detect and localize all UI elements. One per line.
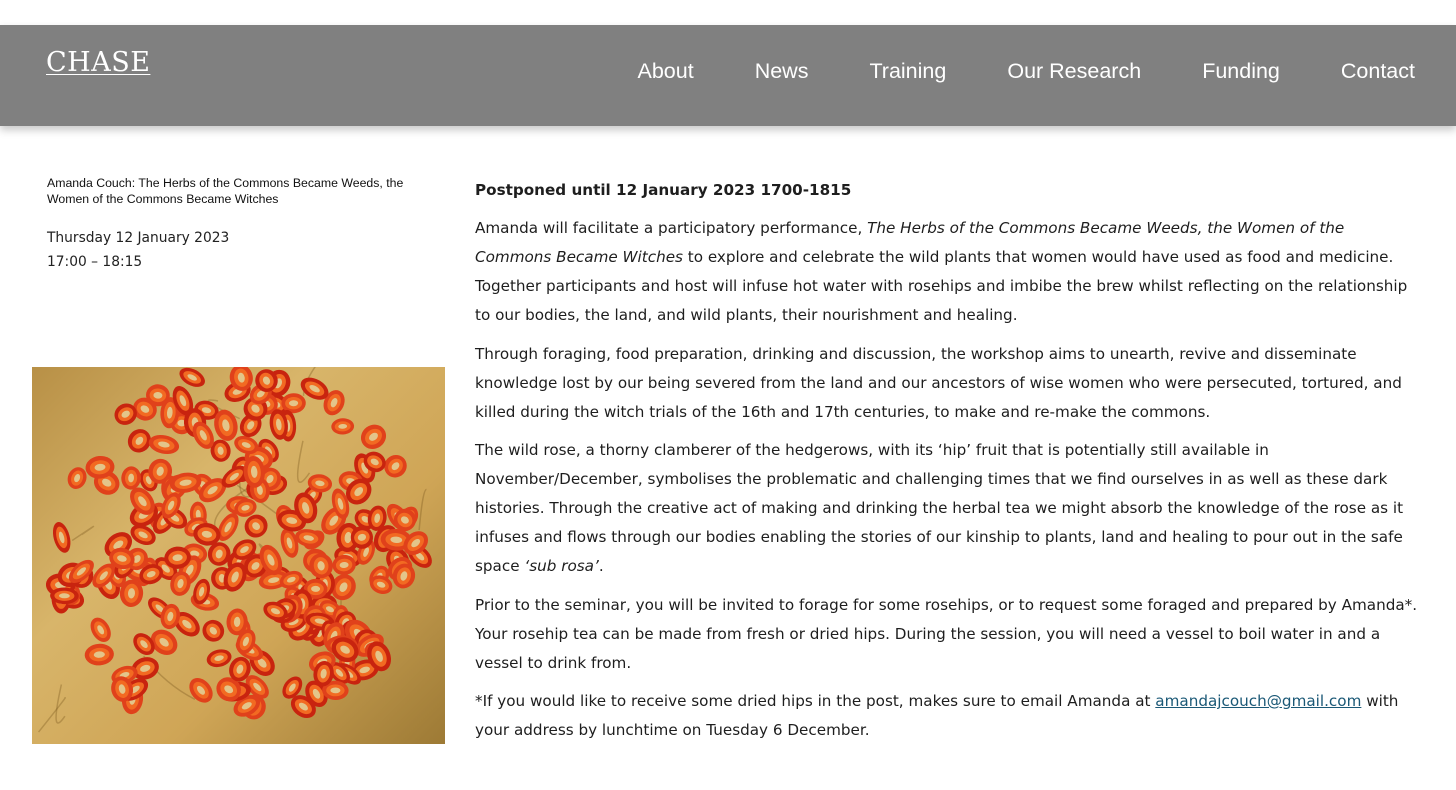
site-header (0, 25, 1456, 126)
nav-news[interactable]: News (754, 59, 809, 83)
wild-rose-text-end: . (598, 557, 604, 575)
nav-contact[interactable]: Contact (1340, 59, 1415, 83)
intro-text-start: Amanda will facilitate a participatory performance, (475, 219, 868, 237)
paragraph-workshop: Through foraging, food preparation, drinking and discussion, the workshop aims to unearth, revive and disseminate knowledge lost by our being severed from the land and our ancestors of wise women who were persecuted, tortured, and killed during the witch trials of the 16th and 17th centuries, to make and re-make the commons. (475, 344, 1402, 421)
performance-title: The Herbs of the Commons Became Weeds, the Women of the Commons Became Witches (475, 219, 1345, 266)
rosehip (205, 647, 234, 670)
paragraph-seminar: Prior to the seminar, you will be invited to forage for some rosehips, or to request some foraged and prepared by Amanda*. Your rosehip tea can be made from fresh or dried hips. During the session, you will need a vessel to boil water in and a vessel to drink from. (475, 595, 1418, 672)
chase-logo[interactable]: CHASE (46, 47, 151, 78)
rosehip (331, 418, 355, 435)
rosehip (84, 643, 115, 667)
intro-text-end: to explore and celebrate the wild plants that women would have used as food and medicine. Together participants and host will infuse hot water with rosehips and imbibe the brew whilst reflecting on the relationship to our bodies, the land, and wild plants, their nourishment and healing. (475, 248, 1408, 324)
rosehip (86, 614, 115, 646)
rosehip (147, 432, 181, 456)
email-text-end: with your address by lunchtime on Tuesday 6 December. (475, 692, 1399, 739)
rosehip (185, 673, 218, 707)
rosehip (50, 520, 74, 555)
event-description (475, 176, 1425, 755)
event-time: 17:00 – 18:15 (47, 254, 143, 270)
event-title: Amanda Couch: The Herbs of the Commons Became Weeds, the Women of the Commons Became Witches (47, 176, 404, 206)
nav-about[interactable]: About (637, 59, 694, 83)
paragraph-email (475, 687, 1425, 745)
rosehips-photo (32, 367, 445, 744)
rosehips-image (32, 367, 445, 744)
event-date: Thursday 12 January 2023 (47, 230, 230, 246)
sub-rosa-text: ‘sub rosa’ (524, 557, 599, 575)
rosehip (121, 466, 142, 491)
paragraph-intro (475, 214, 1425, 330)
nav-our-research[interactable]: Our Research (1007, 59, 1142, 83)
postponed-notice: Postponed until 12 January 2023 1700-1815 (475, 181, 852, 199)
email-link[interactable]: amandajcouch@gmail.com (1155, 692, 1362, 710)
rosehip (198, 615, 229, 646)
email-text-start: *If you would like to receive some dried hips in the post, makes sure to email Amanda at (475, 692, 1156, 710)
rosehip (278, 526, 302, 559)
wild-rose-text: The wild rose, a thorny clamberer of the hedgerows, with its ‘hip’ fruit that is potentially still available in November/December, symbolises the problematic and challenging times that we find ourselves in as well as these dark histories. Through the creative act of making and drinking the herbal tea we might absorb the knowledge of the rose as it infuses and flows through our bodies enabling the stories of our kinship to plants, land and healing to pour out in the safe space (475, 441, 1404, 575)
paragraph-wild-rose (475, 436, 1425, 581)
nav-funding[interactable]: Funding (1202, 59, 1280, 83)
nav-training[interactable]: Training (869, 59, 947, 83)
rosehip (356, 420, 391, 454)
main-nav (638, 58, 1416, 84)
